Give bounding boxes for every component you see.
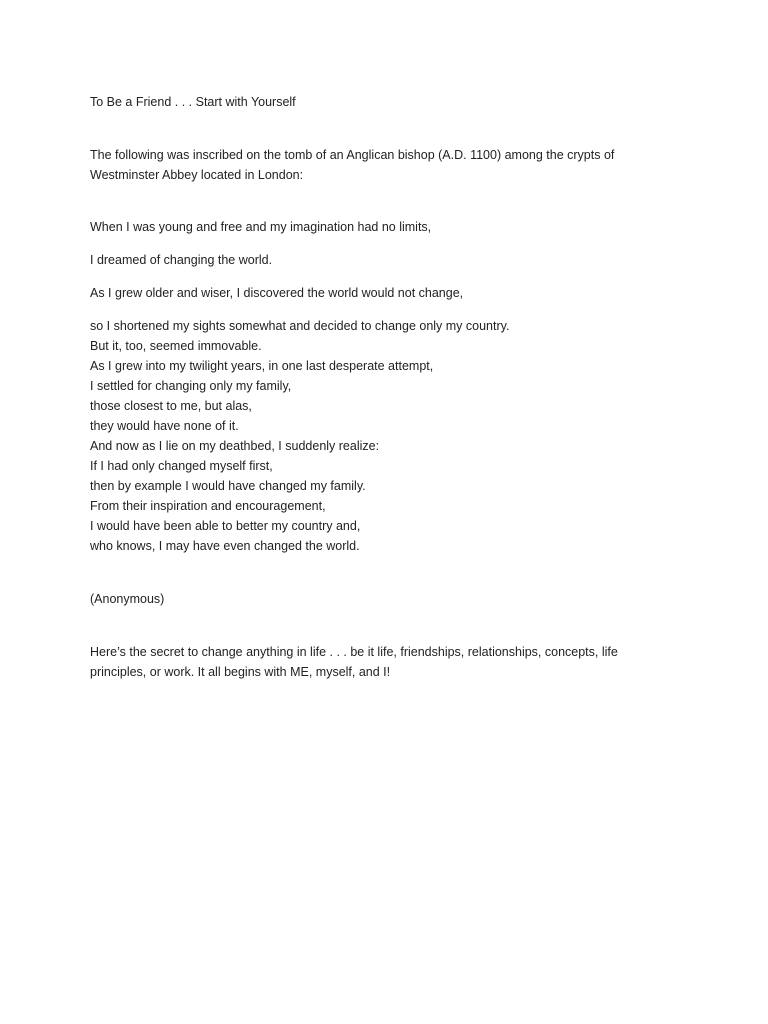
poem-line: As I grew older and wiser, I discovered the world would not change, (90, 286, 464, 300)
poem-line: I would have been able to better my country and, (90, 519, 361, 533)
poem-line: And now as I lie on my deathbed, I suddenly realize: (90, 439, 380, 453)
attribution: (Anonymous) (90, 592, 165, 606)
poem-line: I settled for changing only my family, (90, 379, 292, 393)
poem-line: then by example I would have changed my family. (90, 479, 366, 493)
intro-paragraph: The following was inscribed on the tomb of an Anglican bishop (A.D. 1100) among the crypts of Westminster Abbey located in London: (90, 148, 615, 182)
poem-line: When I was young and free and my imagination had no limits, (90, 220, 432, 234)
poem-line: they would have none of it. (90, 419, 239, 433)
poem-line: From their inspiration and encouragement, (90, 499, 326, 513)
closing-paragraph: Here’s the secret to change anything in life . . . be it life, friendships, relationships, concepts, life principles, or work. It all begins with ME, myself, and I! (90, 645, 618, 679)
poem-stanza (90, 316, 650, 556)
poem-line: But it, too, seemed immovable. (90, 339, 262, 353)
poem-line: If I had only changed myself first, (90, 459, 273, 473)
poem-line: so I shortened my sights somewhat and decided to change only my country. (90, 319, 510, 333)
poem-line: those closest to me, but alas, (90, 399, 252, 413)
document-title: To Be a Friend . . . Start with Yourself (90, 95, 296, 109)
poem-line: who knows, I may have even changed the world. (90, 539, 360, 553)
poem-line: I dreamed of changing the world. (90, 253, 273, 267)
poem-line: As I grew into my twilight years, in one last desperate attempt, (90, 359, 434, 373)
